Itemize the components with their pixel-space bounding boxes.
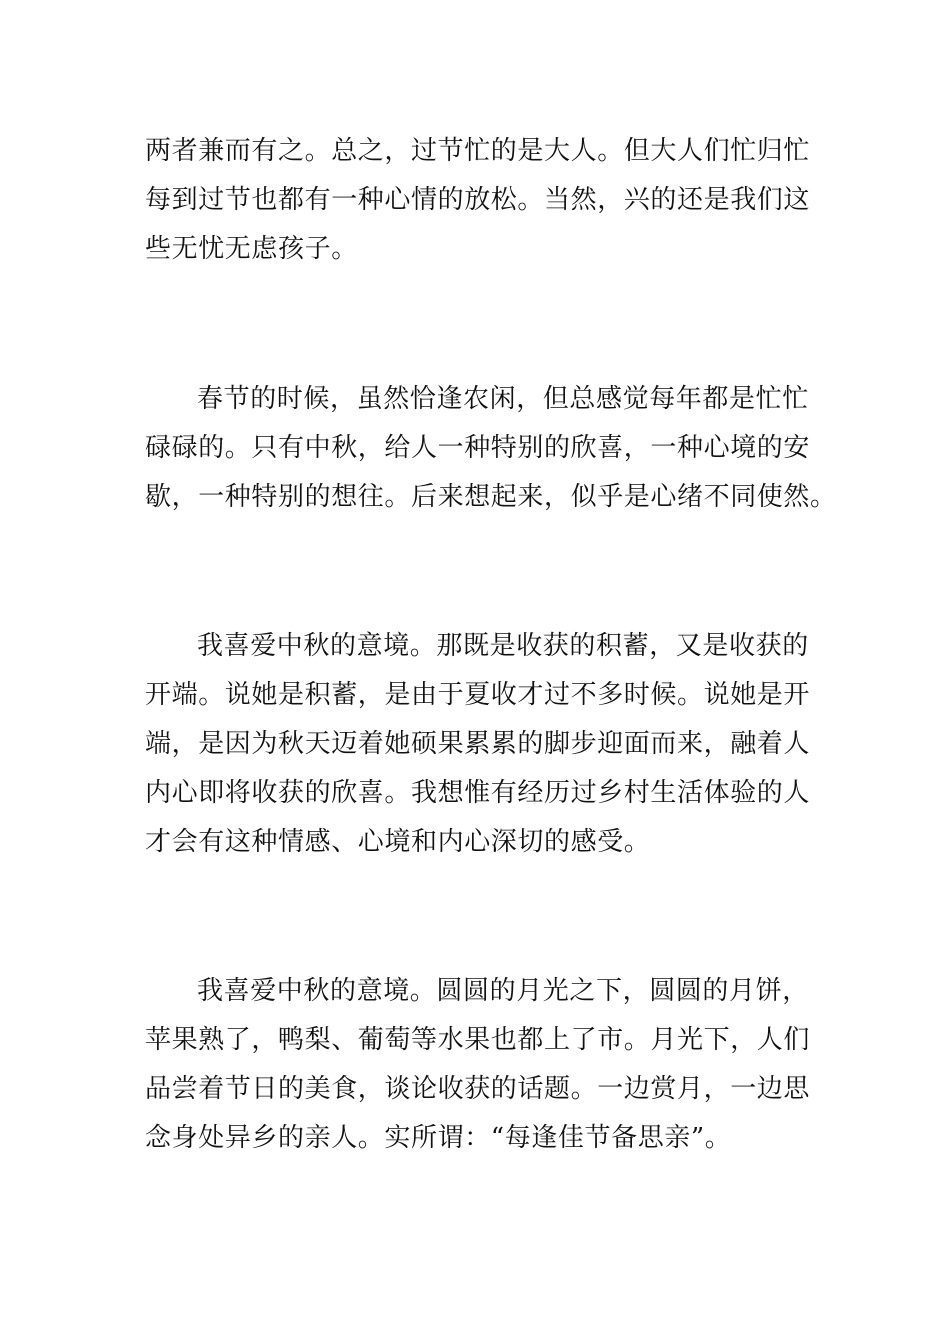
text-line: 两者兼而有之。总之，过节忙的是大人。但大人们忙归忙 <box>145 136 811 166</box>
paragraph-1 <box>145 127 811 274</box>
text-line: 我喜爱中秋的意境。那既是收获的积蓄，又是收获的 <box>197 631 809 661</box>
text-line: 念身处异乡的亲人。实所谓：“每逢佳节备思亲”。 <box>145 1123 732 1153</box>
text-line: 才会有这种情感、心境和内心深切的感受。 <box>145 827 651 857</box>
text-line: 开端。说她是积蓄，是由于夏收才过不多时候。说她是开 <box>145 680 811 710</box>
paragraph-2 <box>145 375 837 522</box>
text-line: 春节的时候，虽然恰逢农闲，但总感觉每年都是忙忙 <box>197 384 809 414</box>
text-line: 苹果熟了，鸭梨、葡萄等水果也都上了市。月光下，人们 <box>145 1025 811 1055</box>
text-line: 品尝着节日的美食，谈论收获的话题。一边赏月，一边思 <box>145 1074 811 1104</box>
text-line: 我喜爱中秋的意境。圆圆的月光之下，圆圆的月饼， <box>197 976 809 1006</box>
text-line: 每到过节也都有一种心情的放松。当然，兴的还是我们这 <box>145 185 811 215</box>
paragraph-3 <box>145 622 811 867</box>
text-line: 内心即将收获的欣喜。我想惟有经历过乡村生活体验的人 <box>145 778 811 808</box>
text-line: 些无忧无虑孩子。 <box>145 234 358 264</box>
text-line: 碌碌的。只有中秋，给人一种特别的欣喜，一种心境的安 <box>145 433 811 463</box>
text-line: 端，是因为秋天迈着她硕果累累的脚步迎面而来，融着人 <box>145 729 811 759</box>
paragraph-4 <box>145 967 811 1163</box>
text-line: 歇，一种特别的想往。后来想起来，似乎是心绪不同使然。 <box>145 482 837 512</box>
